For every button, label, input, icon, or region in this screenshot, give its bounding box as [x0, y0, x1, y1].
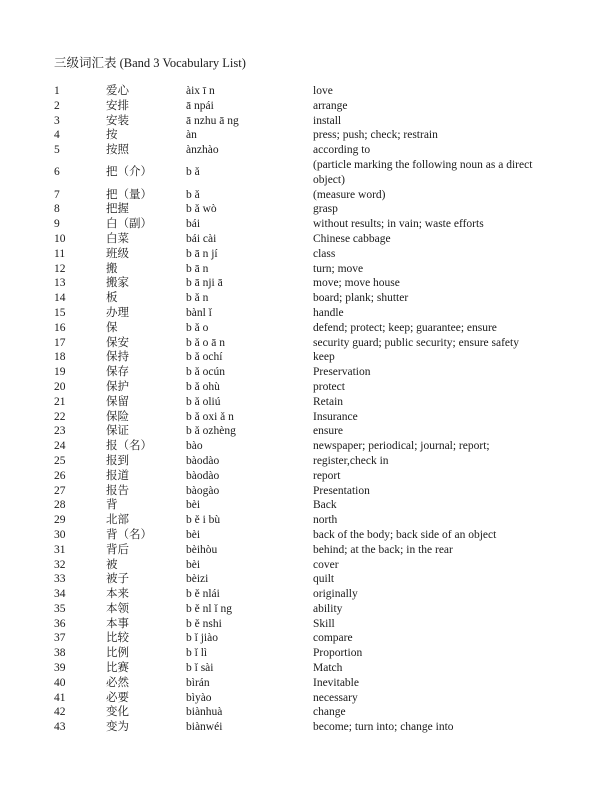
entry-pinyin: bào: [186, 440, 203, 453]
vocabulary-row: [0, 114, 606, 129]
entry-number: 19: [54, 366, 66, 379]
entry-hanzi: 被子: [106, 573, 129, 586]
entry-meaning: newspaper; periodical; journal; report;: [313, 440, 490, 453]
vocabulary-row: [0, 365, 606, 380]
vocabulary-row: [0, 336, 606, 351]
vocabulary-row: [0, 484, 606, 499]
entry-meaning: according to: [313, 144, 371, 157]
entry-number: 13: [54, 277, 66, 290]
entry-hanzi: 爱心: [106, 85, 129, 97]
entry-hanzi: 把（量）: [106, 188, 152, 201]
entry-meaning: keep: [313, 351, 335, 364]
vocabulary-row: [0, 128, 606, 143]
vocabulary-row: [0, 380, 606, 395]
entry-meaning: defend; protect; keep; guarantee; ensure: [313, 321, 497, 334]
entry-hanzi: 搬: [106, 262, 118, 275]
entry-hanzi: 比较: [106, 632, 129, 645]
entry-meaning: originally: [313, 588, 358, 601]
entry-pinyin: b ǎ wò: [186, 203, 217, 216]
entry-meaning: Insurance: [313, 410, 358, 423]
entry-pinyin: b ǎ: [186, 166, 200, 179]
vocabulary-row: [0, 572, 606, 587]
entry-pinyin: b ǎ o ā n: [186, 336, 225, 349]
entry-hanzi: 班级: [106, 247, 129, 260]
entry-hanzi: 保险: [106, 410, 129, 423]
entry-hanzi: 按: [106, 129, 118, 142]
vocabulary-row: [0, 691, 606, 706]
entry-number: 24: [54, 440, 66, 453]
entry-meaning: (particle marking the following noun as a direct object): [313, 158, 533, 186]
entry-pinyin: bái: [186, 218, 201, 231]
vocabulary-row: [0, 84, 606, 99]
vocabulary-row: [0, 424, 606, 439]
entry-pinyin: b ǎ ochí: [186, 351, 223, 364]
vocabulary-row: [0, 410, 606, 425]
entry-number: 8: [54, 203, 60, 216]
vocabulary-row: [0, 661, 606, 676]
vocabulary-row: [0, 469, 606, 484]
vocabulary-row: [0, 99, 606, 114]
entry-number: 23: [54, 425, 66, 438]
entry-meaning: north: [313, 514, 338, 527]
entry-number: 4: [54, 129, 60, 142]
entry-hanzi: 比例: [106, 647, 129, 660]
document-title: 三级词汇表 (Band 3 Vocabulary List): [54, 56, 246, 70]
entry-number: 36: [54, 617, 66, 630]
entry-number: 20: [54, 380, 66, 393]
entry-pinyin: b ě i bù: [186, 514, 221, 527]
vocabulary-row: [0, 646, 606, 661]
entry-pinyin: b ǎ ozhèng: [186, 425, 236, 438]
entry-hanzi: 安排: [106, 99, 129, 112]
entry-number: 7: [54, 188, 60, 201]
entry-hanzi: 保: [106, 321, 118, 334]
entry-hanzi: 按照: [106, 144, 129, 157]
entry-meaning: become; turn into; change into: [313, 721, 454, 734]
vocabulary-row: [0, 676, 606, 691]
entry-meaning: behind; at the back; in the rear: [313, 543, 453, 556]
entry-pinyin: b ǎ oliú: [186, 395, 221, 408]
entry-hanzi: 保留: [106, 395, 129, 408]
entry-hanzi: 板: [106, 292, 118, 305]
entry-pinyin: bìyào: [186, 691, 212, 704]
entry-hanzi: 搬家: [106, 277, 129, 290]
entry-pinyin: b ǎ ocún: [186, 366, 225, 379]
entry-hanzi: 把（介）: [106, 166, 152, 179]
entry-number: 6: [54, 166, 60, 179]
entry-meaning: grasp: [313, 203, 338, 216]
entry-hanzi: 保证: [106, 425, 129, 438]
entry-hanzi: 变为: [106, 721, 129, 734]
entry-pinyin: biànwéi: [186, 721, 223, 734]
vocabulary-row: [0, 202, 606, 217]
entry-number: 42: [54, 706, 66, 719]
entry-number: 1: [54, 85, 60, 97]
entry-hanzi: 本领: [106, 602, 129, 615]
entry-meaning: back of the body; back side of an object: [313, 528, 497, 541]
entry-meaning: Inevitable: [313, 676, 359, 689]
entry-pinyin: bìrán: [186, 676, 210, 689]
entry-meaning: class: [313, 247, 336, 260]
entry-meaning: without results; in vain; waste efforts: [313, 218, 484, 231]
entry-pinyin: b ǎ n: [186, 292, 209, 305]
entry-meaning: report: [313, 469, 341, 482]
entry-hanzi: 报到: [106, 454, 129, 467]
vocabulary-row: [0, 143, 606, 158]
entry-pinyin: b ǎ ohù: [186, 380, 220, 393]
entry-hanzi: 办理: [106, 306, 129, 319]
entry-meaning: protect: [313, 380, 345, 393]
vocabulary-row: [0, 454, 606, 469]
entry-hanzi: 保持: [106, 351, 129, 364]
vocabulary-row: [0, 232, 606, 247]
entry-pinyin: b ā n: [186, 262, 209, 275]
entry-pinyin: b ǐ sài: [186, 662, 214, 675]
entry-pinyin: bèi: [186, 558, 201, 571]
vocabulary-row: [0, 498, 606, 513]
entry-hanzi: 把握: [106, 203, 129, 216]
entry-hanzi: 保护: [106, 380, 129, 393]
entry-meaning: Match: [313, 662, 343, 675]
vocabulary-row: [0, 543, 606, 558]
entry-meaning: board; plank; shutter: [313, 292, 409, 305]
entry-pinyin: bàodào: [186, 469, 220, 482]
entry-meaning: install: [313, 114, 342, 127]
entry-number: 41: [54, 691, 66, 704]
vocabulary-row: [0, 617, 606, 632]
entry-meaning: turn; move: [313, 262, 364, 275]
entry-number: 35: [54, 602, 66, 615]
entry-number: 12: [54, 262, 66, 275]
entry-hanzi: 比赛: [106, 662, 129, 675]
entry-number: 38: [54, 647, 66, 660]
entry-hanzi: 报（名）: [106, 440, 152, 453]
entry-pinyin: b ǎ oxi ǎ n: [186, 410, 234, 423]
entry-meaning: register,check in: [313, 454, 389, 467]
entry-number: 37: [54, 632, 66, 645]
entry-pinyin: bèihòu: [186, 543, 218, 556]
entry-number: 40: [54, 676, 66, 689]
vocabulary-row: [0, 705, 606, 720]
entry-pinyin: b ā n jí: [186, 247, 218, 260]
vocabulary-row: [0, 291, 606, 306]
entry-meaning: compare: [313, 632, 353, 645]
entry-meaning: ability: [313, 602, 343, 615]
entry-meaning: Back: [313, 499, 337, 512]
entry-pinyin: bànl ǐ: [186, 306, 212, 319]
vocabulary-row: [0, 395, 606, 410]
entry-meaning: necessary: [313, 691, 358, 704]
entry-number: 10: [54, 232, 66, 245]
vocabulary-row: [0, 188, 606, 203]
entry-pinyin: bèizi: [186, 573, 209, 586]
entry-pinyin: b ǐ jiào: [186, 632, 218, 645]
entry-pinyin: bèi: [186, 528, 201, 541]
entry-number: 29: [54, 514, 66, 527]
entry-meaning: Skill: [313, 617, 335, 630]
vocabulary-row: [0, 558, 606, 573]
vocabulary-row: [0, 439, 606, 454]
entry-number: 34: [54, 588, 66, 601]
entry-pinyin: bái cài: [186, 232, 217, 245]
vocabulary-row: [0, 587, 606, 602]
entry-pinyin: bèi: [186, 499, 201, 512]
entry-hanzi: 报告: [106, 484, 129, 497]
entry-pinyin: b ǎ o: [186, 321, 209, 334]
vocabulary-row: [0, 321, 606, 336]
entry-meaning: ensure: [313, 425, 344, 438]
entry-pinyin: ā nzhu ā ng: [186, 114, 239, 127]
entry-pinyin: b ǐ lì: [186, 647, 208, 660]
entry-number: 39: [54, 662, 66, 675]
entry-pinyin: bàogào: [186, 484, 220, 497]
entry-number: 33: [54, 573, 66, 586]
entry-hanzi: 安装: [106, 114, 129, 127]
vocabulary-row: [0, 631, 606, 646]
entry-meaning: press; push; check; restrain: [313, 129, 438, 142]
entry-number: 43: [54, 721, 66, 734]
entry-hanzi: 被: [106, 558, 118, 571]
entry-number: 22: [54, 410, 66, 423]
vocabulary-row: [0, 306, 606, 321]
entry-number: 21: [54, 395, 66, 408]
entry-number: 27: [54, 484, 66, 497]
entry-pinyin: àn: [186, 129, 197, 142]
entry-pinyin: b ě nshi: [186, 617, 222, 630]
entry-hanzi: 必要: [106, 691, 129, 704]
entry-hanzi: 白（副）: [106, 218, 152, 231]
entry-pinyin: b ě nl ǐ ng: [186, 602, 232, 615]
vocabulary-row: [0, 350, 606, 365]
entry-meaning: Retain: [313, 395, 344, 408]
entry-pinyin: biànhuà: [186, 706, 223, 719]
entry-meaning: Proportion: [313, 647, 363, 660]
entry-meaning: Presentation: [313, 484, 370, 497]
vocabulary-row: [0, 720, 606, 735]
entry-hanzi: 北部: [106, 514, 129, 527]
entry-meaning: arrange: [313, 99, 348, 112]
entry-hanzi: 本来: [106, 588, 129, 601]
entry-number: 32: [54, 558, 66, 571]
entry-number: 26: [54, 469, 66, 482]
entry-number: 2: [54, 99, 60, 112]
entry-pinyin: ā npái: [186, 99, 214, 112]
vocabulary-row: [0, 528, 606, 543]
entry-hanzi: 背: [106, 499, 118, 512]
vocabulary-row: [0, 513, 606, 528]
entry-hanzi: 保存: [106, 366, 129, 379]
entry-pinyin: ànzhào: [186, 144, 219, 157]
entry-meaning: quilt: [313, 573, 335, 586]
entry-number: 17: [54, 336, 66, 349]
entry-meaning: (measure word): [313, 188, 386, 201]
entry-pinyin: b ě nlái: [186, 588, 220, 601]
vocabulary-row: [0, 158, 606, 188]
entry-hanzi: 变化: [106, 706, 129, 719]
entry-number: 15: [54, 306, 66, 319]
entry-number: 11: [54, 247, 66, 260]
entry-number: 28: [54, 499, 66, 512]
entry-number: 3: [54, 114, 60, 127]
vocabulary-row: [0, 247, 606, 262]
entry-pinyin: b ā nji ā: [186, 277, 223, 290]
entry-meaning: Preservation: [313, 366, 371, 379]
entry-meaning: handle: [313, 306, 344, 319]
entry-number: 14: [54, 292, 66, 305]
entry-number: 25: [54, 454, 66, 467]
vocabulary-row: [0, 602, 606, 617]
entry-meaning: security guard; public security; ensure safety: [313, 336, 519, 349]
entry-meaning: move; move house: [313, 277, 400, 290]
entry-pinyin: àix ī n: [186, 85, 215, 97]
entry-number: 9: [54, 218, 60, 231]
entry-meaning: cover: [313, 558, 339, 571]
vocabulary-row: [0, 262, 606, 277]
entry-hanzi: 背后: [106, 543, 129, 556]
entry-pinyin: bàodào: [186, 454, 220, 467]
entry-number: 18: [54, 351, 66, 364]
vocabulary-row: [0, 217, 606, 232]
entry-meaning: love: [313, 85, 333, 97]
entry-number: 31: [54, 543, 66, 556]
entry-meaning: Chinese cabbage: [313, 232, 391, 245]
entry-hanzi: 背（名）: [106, 528, 152, 541]
entry-pinyin: b ǎ: [186, 188, 200, 201]
entry-hanzi: 本事: [106, 617, 129, 630]
entry-hanzi: 保安: [106, 336, 129, 349]
entry-hanzi: 白菜: [106, 232, 129, 245]
entry-number: 5: [54, 144, 60, 157]
vocabulary-list: [0, 84, 606, 735]
entry-number: 16: [54, 321, 66, 334]
entry-number: 30: [54, 528, 66, 541]
vocabulary-row: [0, 276, 606, 291]
entry-meaning: change: [313, 706, 346, 719]
entry-hanzi: 报道: [106, 469, 129, 482]
entry-hanzi: 必然: [106, 676, 129, 689]
